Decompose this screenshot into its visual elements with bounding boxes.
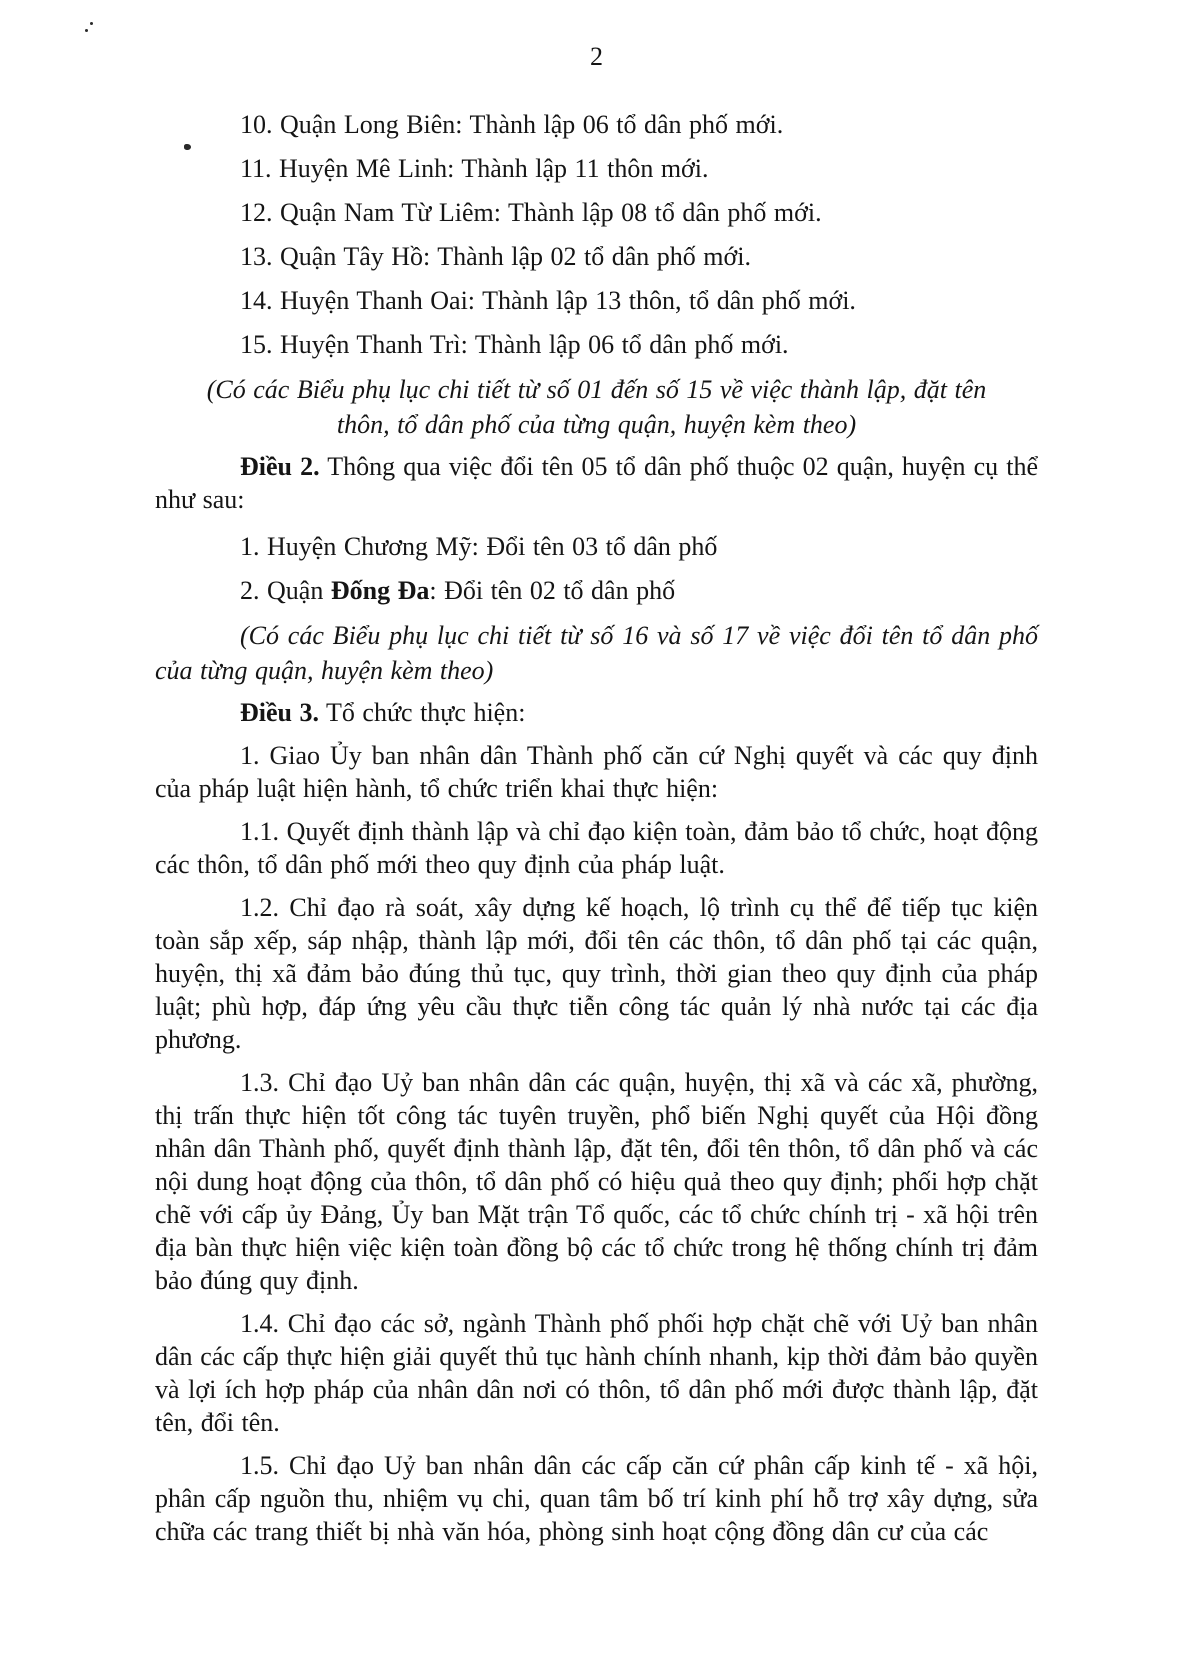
article-3-paragraph [155, 696, 1038, 729]
scan-artifact [184, 144, 191, 150]
paragraph-1-4: 1.4. Chỉ đạo các sở, ngành Thành phố phối hợp chặt chẽ với Uỷ ban nhân dân các cấp thực hiện giải quyết thủ tục hành chính nhanh, kịp thời đảm bảo quyền và lợi ích hợp pháp của nhân dân nơi có thôn, tổ dân phố mới được thành lập, đặt tên, đổi tên. [155, 1309, 1038, 1437]
list-item-rename-1: 1. Huyện Chương Mỹ: Đổi tên 03 tổ dân phố [240, 532, 718, 561]
document-body [155, 108, 1038, 1548]
scan-artifact [85, 29, 88, 32]
paragraph-1-3: 1.3. Chỉ đạo Uỷ ban nhân dân các quận, huyện, thị xã và các xã, phường, thị trấn thực hiện tốt công tác tuyên truyền, phổ biến Nghị quyết của Hội đồng nhân dân Thành phố, quyết định thành lập, đặt tên, đổi tên thôn, tổ dân phố và các nội dung hoạt động của thôn, tổ dân phố có hiệu quả theo quy định; phối hợp chặt chẽ với cấp ủy Đảng, Ủy ban Mặt trận Tổ quốc, các tổ chức chính trị - xã hội trên địa bàn thực hiện việc kiện toàn đồng bộ các tổ chức trong hệ thống chính trị đảm bảo đúng quy định. [155, 1068, 1038, 1295]
list-item-rename-2 [155, 574, 1038, 607]
article-2-heading: Điều 2. [240, 452, 320, 481]
list-item-district-10: 10. Quận Long Biên: Thành lập 06 tổ dân phố mới. [240, 110, 784, 139]
article-2-text: Thông qua việc đổi tên 05 tổ dân phố thuộc 02 quận, huyện cụ thể như sau: [155, 452, 1039, 514]
page-number: 2 [590, 42, 603, 71]
scan-artifact [90, 22, 93, 25]
list-item-district-12: 12. Quận Nam Từ Liêm: Thành lập 08 tổ dân phố mới. [240, 198, 822, 227]
article-3-heading: Điều 3. [240, 698, 319, 727]
paragraph-1-1: 1.1. Quyết định thành lập và chỉ đạo kiện toàn, đảm bảo tổ chức, hoạt động các thôn, tổ dân phố mới theo quy định của pháp luật. [155, 817, 1038, 879]
paragraph-1-5: 1.5. Chỉ đạo Uỷ ban nhân dân các cấp căn cứ phân cấp kinh tế - xã hội, phân cấp nguồn thu, nhiệm vụ chi, quan tâm bố trí kinh phí hỗ trợ xây dựng, sửa chữa các trang thiết bị nhà văn hóa, phòng sinh hoạt cộng đồng dân cư của các [155, 1451, 1038, 1546]
appendix-note-2: (Có các Biểu phụ lục chi tiết từ số 16 và số 17 về việc đổi tên tổ dân phố của từng quận, huyện kèm theo) [155, 621, 1038, 685]
list-item-district-11: 11. Huyện Mê Linh: Thành lập 11 thôn mới. [240, 154, 709, 183]
article-3-text: Tổ chức thực hiện: [319, 698, 526, 727]
list-item-rename-2-post: : Đổi tên 02 tổ dân phố [429, 576, 676, 605]
list-item-rename-2-pre: 2. Quận [240, 576, 331, 605]
list-item-rename-2-district: Đống Đa [330, 576, 430, 605]
paragraph-1: 1. Giao Ủy ban nhân dân Thành phố căn cứ Nghị quyết và các quy định của pháp luật hiện hành, tổ chức triển khai thực hiện: [155, 741, 1038, 803]
list-item-district-14: 14. Huyện Thanh Oai: Thành lập 13 thôn, tổ dân phố mới. [240, 286, 856, 315]
paragraph-1-2: 1.2. Chỉ đạo rà soát, xây dựng kế hoạch, lộ trình cụ thể để tiếp tục kiện toàn sắp xếp, sáp nhập, thành lập mới, đổi tên các thôn, tổ dân phố tại các quận, huyện, thị xã đảm bảo đúng thủ tục, quy trình, thời gian theo quy định của pháp luật; phù hợp, đáp ứng yêu cầu thực tiễn công tác quản lý nhà nước tại các địa phương. [155, 893, 1038, 1054]
article-2-paragraph [155, 450, 1038, 516]
list-item-district-15: 15. Huyện Thanh Trì: Thành lập 06 tổ dân phố mới. [240, 330, 789, 359]
list-item-district-13: 13. Quận Tây Hồ: Thành lập 02 tổ dân phố mới. [240, 242, 751, 271]
appendix-note-1: (Có các Biểu phụ lục chi tiết từ số 01 đến số 15 về việc thành lập, đặt tên thôn, tổ dân phố của từng quận, huyện kèm theo) [206, 375, 987, 439]
